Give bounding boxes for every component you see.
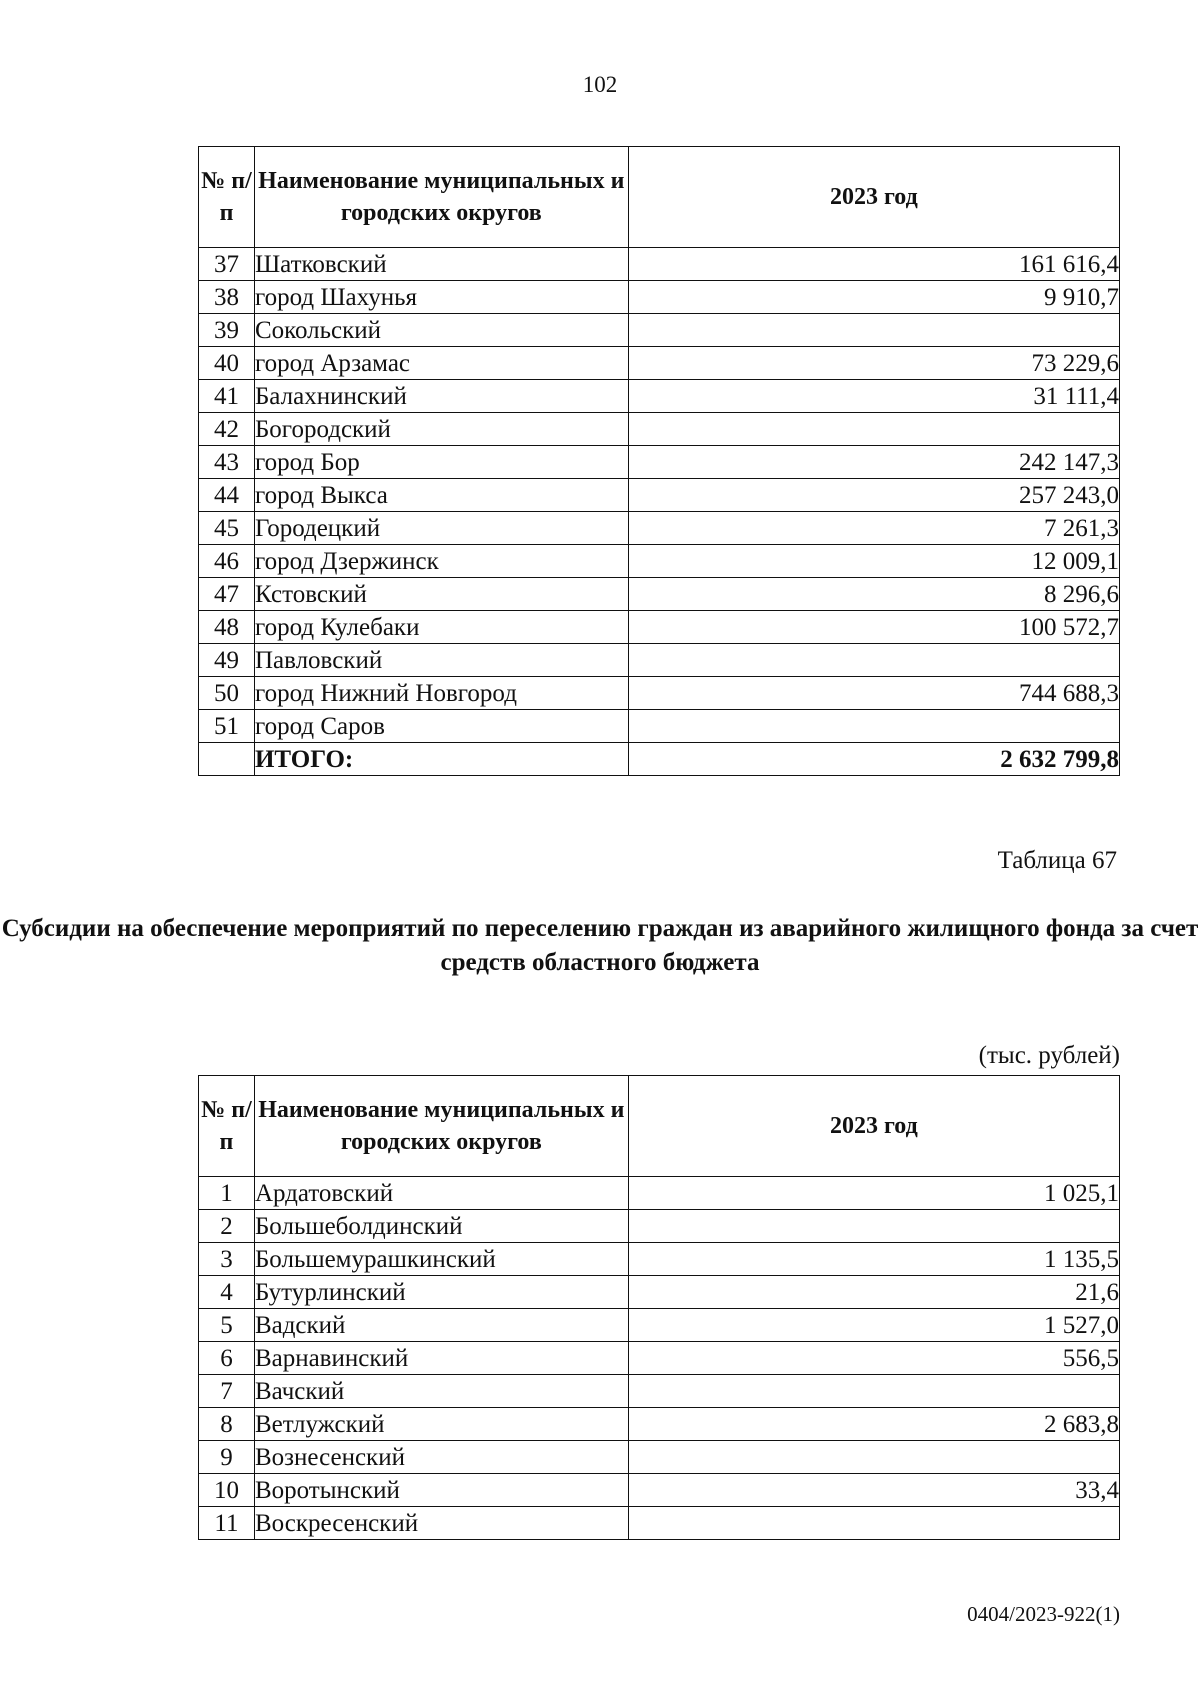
amount-value: 12 009,1 — [628, 545, 1119, 578]
municipality-name: Вознесенский — [254, 1441, 628, 1474]
municipality-name: Вадский — [254, 1309, 628, 1342]
municipality-name: Большеболдинский — [254, 1210, 628, 1243]
row-number: 9 — [199, 1441, 255, 1474]
amount-value — [628, 1375, 1119, 1408]
row-number: 37 — [199, 248, 255, 281]
amount-value: 2 683,8 — [628, 1408, 1119, 1441]
table-row — [199, 1276, 1120, 1309]
document-code: 0404/2023-922(1) — [967, 1602, 1120, 1626]
municipality-name: город Выкса — [254, 479, 628, 512]
table-row — [199, 281, 1120, 314]
amount-value — [628, 1210, 1119, 1243]
row-number: 1 — [199, 1177, 255, 1210]
row-number — [199, 743, 255, 776]
row-number: 40 — [199, 347, 255, 380]
municipality-name: город Кулебаки — [254, 611, 628, 644]
row-number: 44 — [199, 479, 255, 512]
amount-value: 8 296,6 — [628, 578, 1119, 611]
row-number: 7 — [199, 1375, 255, 1408]
row-number: 6 — [199, 1342, 255, 1375]
row-number: 10 — [199, 1474, 255, 1507]
amount-value: 73 229,6 — [628, 347, 1119, 380]
header-year: 2023 год — [628, 1076, 1119, 1177]
header-municipality: Наименование муниципальных и городских округов — [254, 1076, 628, 1177]
amount-value — [628, 1507, 1119, 1540]
row-number: 3 — [199, 1243, 255, 1276]
table-row — [199, 1441, 1120, 1474]
header-municipality: Наименование муниципальных и городских округов — [254, 147, 628, 248]
row-number: 47 — [199, 578, 255, 611]
amount-value: 242 147,3 — [628, 446, 1119, 479]
table-label: Таблица 67 — [997, 847, 1117, 874]
table-row — [199, 347, 1120, 380]
municipality-name: Богородский — [254, 413, 628, 446]
table-header-row — [199, 147, 1120, 248]
row-number: 50 — [199, 677, 255, 710]
table-row — [199, 380, 1120, 413]
amount-value: 9 910,7 — [628, 281, 1119, 314]
amount-value: 257 243,0 — [628, 479, 1119, 512]
table-row — [199, 1507, 1120, 1540]
municipality-name: Кстовский — [254, 578, 628, 611]
amount-value — [628, 413, 1119, 446]
row-number: 11 — [199, 1507, 255, 1540]
municipality-name: Бутурлинский — [254, 1276, 628, 1309]
unit-note: (тыс. рублей) — [978, 1042, 1120, 1069]
amount-value: 1 025,1 — [628, 1177, 1119, 1210]
row-number: 8 — [199, 1408, 255, 1441]
table-row — [199, 545, 1120, 578]
table-header-row — [199, 1076, 1120, 1177]
row-number: 42 — [199, 413, 255, 446]
row-number: 51 — [199, 710, 255, 743]
row-number: 5 — [199, 1309, 255, 1342]
amount-value: 7 261,3 — [628, 512, 1119, 545]
row-number: 45 — [199, 512, 255, 545]
row-number: 2 — [199, 1210, 255, 1243]
municipality-name: Сокольский — [254, 314, 628, 347]
total-value: 2 632 799,8 — [628, 743, 1119, 776]
municipality-name: Ветлужский — [254, 1408, 628, 1441]
table-row — [199, 578, 1120, 611]
table-row — [199, 446, 1120, 479]
allocation-table-continued — [198, 146, 1120, 776]
table-row — [199, 1342, 1120, 1375]
table-row — [199, 1243, 1120, 1276]
amount-value: 1 527,0 — [628, 1309, 1119, 1342]
amount-value — [628, 1441, 1119, 1474]
municipality-name: город Шахунья — [254, 281, 628, 314]
table-row — [199, 1177, 1120, 1210]
table-row — [199, 1474, 1120, 1507]
table-row — [199, 1210, 1120, 1243]
header-number: № п/п — [199, 1076, 255, 1177]
table-row — [199, 512, 1120, 545]
amount-value: 1 135,5 — [628, 1243, 1119, 1276]
municipality-name: Вачский — [254, 1375, 628, 1408]
municipality-name: Большемурашкинский — [254, 1243, 628, 1276]
total-row — [199, 743, 1120, 776]
table-body — [199, 248, 1120, 776]
table-row — [199, 677, 1120, 710]
table-row — [199, 611, 1120, 644]
municipality-name: Балахнинский — [254, 380, 628, 413]
municipality-name: Воскресенский — [254, 1507, 628, 1540]
municipality-name: Шатковский — [254, 248, 628, 281]
header-number: № п/п — [199, 147, 255, 248]
table-title-text: Субсидии на обеспечение мероприятий по переселению граждан из аварийного жилищного фонда за счет средств областного бюджета — [1, 915, 1199, 976]
municipality-name: Воротынский — [254, 1474, 628, 1507]
table-body — [199, 1177, 1120, 1540]
amount-value — [628, 644, 1119, 677]
table-row — [199, 413, 1120, 446]
amount-value: 21,6 — [628, 1276, 1119, 1309]
amount-value — [628, 314, 1119, 347]
amount-value: 744 688,3 — [628, 677, 1119, 710]
table-row — [199, 1309, 1120, 1342]
municipality-name: город Нижний Новгород — [254, 677, 628, 710]
municipality-name: Павловский — [254, 644, 628, 677]
municipality-name: город Арзамас — [254, 347, 628, 380]
row-number: 46 — [199, 545, 255, 578]
row-number: 39 — [199, 314, 255, 347]
table-row — [199, 248, 1120, 281]
municipality-name: город Бор — [254, 446, 628, 479]
amount-value: 33,4 — [628, 1474, 1119, 1507]
amount-value: 31 111,4 — [628, 380, 1119, 413]
amount-value: 556,5 — [628, 1342, 1119, 1375]
amount-value — [628, 710, 1119, 743]
row-number: 43 — [199, 446, 255, 479]
municipality-name: Варнавинский — [254, 1342, 628, 1375]
table-row — [199, 479, 1120, 512]
table-row — [199, 644, 1120, 677]
table-row — [199, 314, 1120, 347]
table-row — [199, 710, 1120, 743]
amount-value: 100 572,7 — [628, 611, 1119, 644]
header-year: 2023 год — [628, 147, 1119, 248]
row-number: 38 — [199, 281, 255, 314]
row-number: 4 — [199, 1276, 255, 1309]
municipality-name: Ардатовский — [254, 1177, 628, 1210]
municipality-name: город Саров — [254, 710, 628, 743]
page-number: 102 — [582, 72, 618, 97]
amount-value: 161 616,4 — [628, 248, 1119, 281]
table-row — [199, 1375, 1120, 1408]
total-label: ИТОГО: — [254, 743, 628, 776]
row-number: 49 — [199, 644, 255, 677]
subsidy-table — [198, 1075, 1120, 1540]
table-title — [0, 912, 1200, 980]
table-row — [199, 1408, 1120, 1441]
row-number: 41 — [199, 380, 255, 413]
row-number: 48 — [199, 611, 255, 644]
municipality-name: Городецкий — [254, 512, 628, 545]
municipality-name: город Дзержинск — [254, 545, 628, 578]
